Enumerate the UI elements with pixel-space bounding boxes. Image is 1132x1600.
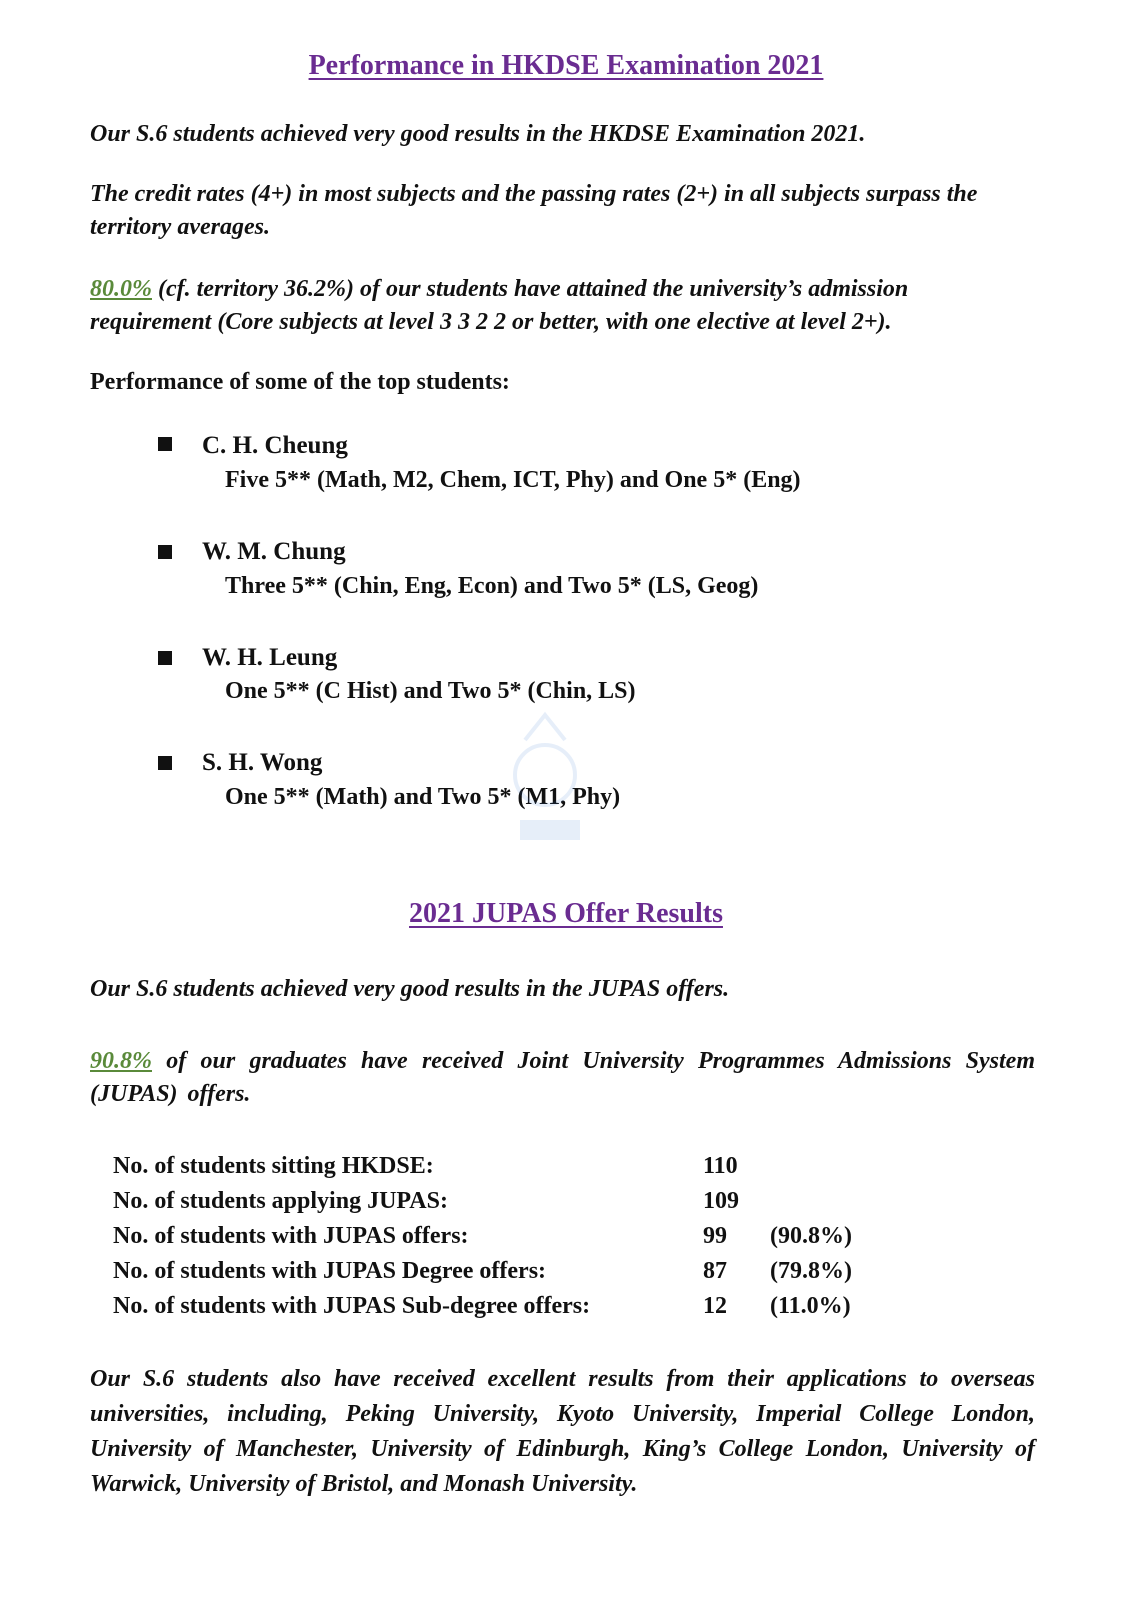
stat-label: No. of students with JUPAS offers:: [113, 1223, 469, 1249]
stat-row: [113, 1258, 893, 1293]
bullet-icon: [158, 756, 172, 770]
stat-row: [113, 1223, 893, 1258]
top-students-heading: Performance of some of the top students:: [90, 369, 510, 395]
admission-text: (cf. territory 36.2%) of our students have attained the university’s admission requirement (Core subjects at level 3 3 2 2 or better, with one elective at level 2+).: [90, 276, 909, 335]
stat-label: No. of students with JUPAS Sub-degree offers:: [113, 1293, 591, 1319]
jupas-title-text: 2021 JUPAS Offer Results: [409, 898, 723, 929]
bullet-icon: [158, 437, 172, 451]
student-name: W. H. Leung: [202, 644, 338, 671]
student-result: Five 5** (Math, M2, Chem, ICT, Phy) and One 5* (Eng): [225, 467, 801, 493]
student-result: One 5** (C Hist) and Two 5* (Chin, LS): [225, 678, 636, 704]
overseas-paragraph: Our S.6 students also have received excellent results from their applications to overseas universities, including, Peking University, Kyoto University, Imperial College London, University of Manchester, University of Edinburgh, King’s College London, University of Warwick, University of Bristol, and Monash University.: [90, 1366, 1035, 1497]
stat-label: No. of students applying JUPAS:: [113, 1188, 448, 1214]
bullet-icon: [158, 545, 172, 559]
stat-row: [113, 1188, 893, 1223]
stat-label: No. of students sitting HKDSE:: [113, 1153, 434, 1179]
stat-pct: (79.8%): [770, 1258, 852, 1284]
stat-pct: (90.8%): [770, 1223, 852, 1249]
hkdse-title-text: Performance in HKDSE Examination 2021: [308, 50, 824, 81]
offer-paragraph: [90, 1045, 1035, 1111]
stat-count: 110: [703, 1153, 738, 1179]
bullet-icon: [158, 651, 172, 665]
student-name: W. M. Chung: [202, 538, 346, 565]
stat-label: No. of students with JUPAS Degree offers:: [113, 1258, 547, 1284]
stat-count: 99: [703, 1223, 727, 1249]
student-result: Three 5** (Chin, Eng, Econ) and Two 5* (LS, Geog): [225, 573, 759, 599]
offer-text: of our graduates have received Joint University Programmes Admissions System (JUPAS) offers.: [90, 1048, 1035, 1107]
stat-count: 87: [703, 1258, 727, 1284]
watermark-icon: [495, 705, 605, 855]
credit-rates-text: The credit rates (4+) in most subjects and the passing rates (2+) in all subjects surpass the territory averages.: [90, 181, 978, 240]
admission-rate: 80.0%: [90, 276, 152, 302]
student-name: S. H. Wong: [202, 749, 323, 776]
stat-row: [113, 1293, 893, 1328]
jupas-intro: Our S.6 students achieved very good results in the JUPAS offers.: [90, 976, 730, 1002]
hkdse-title: [0, 50, 1132, 82]
stat-count: 12: [703, 1293, 727, 1319]
student-result: One 5** (Math) and Two 5* (M1, Phy): [225, 784, 621, 810]
hkdse-intro: Our S.6 students achieved very good results in the HKDSE Examination 2021.: [90, 121, 866, 147]
offer-rate: 90.8%: [90, 1048, 152, 1074]
student-name: C. H. Cheung: [202, 432, 348, 459]
jupas-title: [0, 898, 1132, 930]
stat-count: 109: [703, 1188, 739, 1214]
stat-row: [113, 1153, 893, 1188]
stat-pct: (11.0%): [770, 1293, 851, 1319]
admission-paragraph: [90, 273, 1035, 339]
